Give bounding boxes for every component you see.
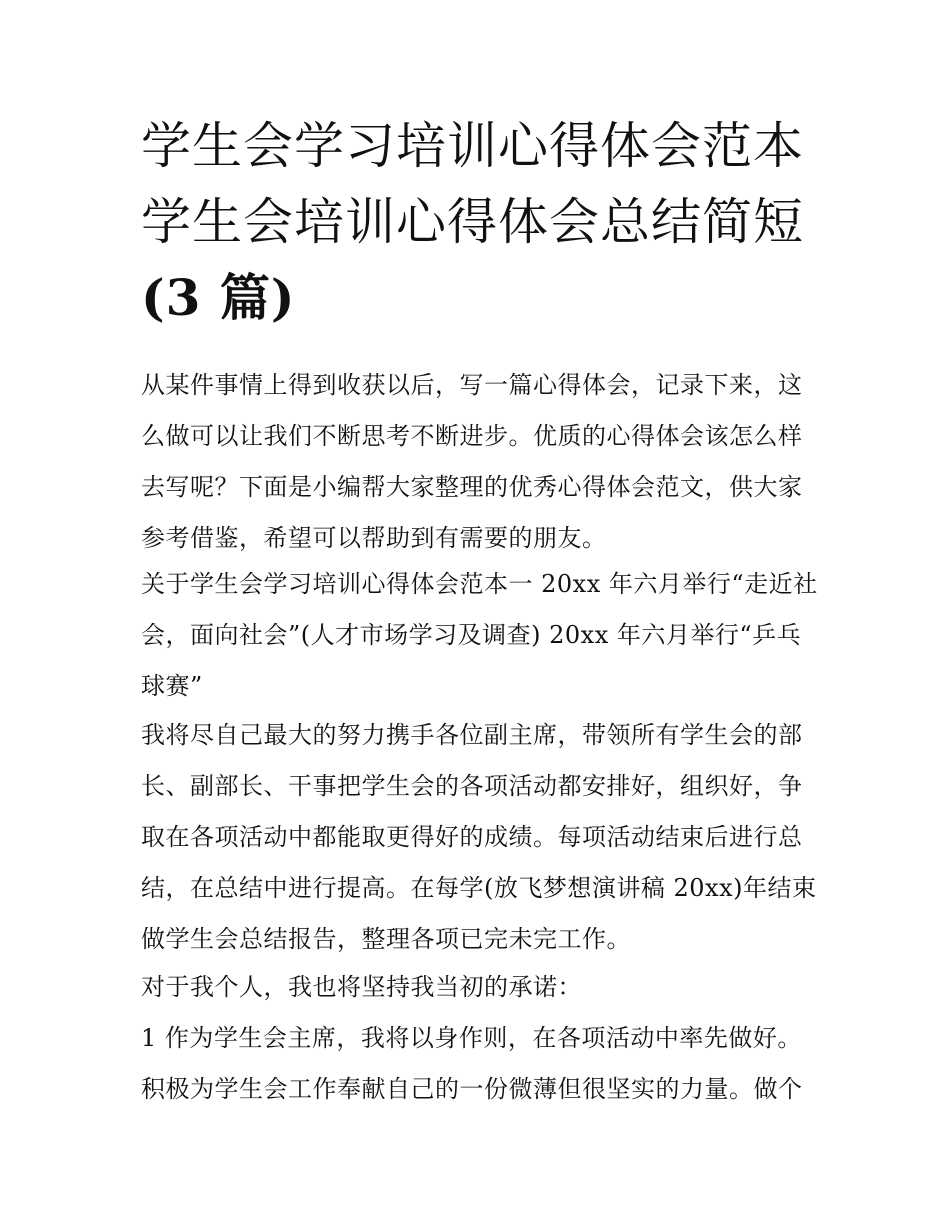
- text-line: 做学生会总结报告，整理各项已完未完工作。: [141, 925, 631, 953]
- text-line: 长、副部长、干事把学生会的各项活动都安排好，组织好，争: [141, 772, 803, 800]
- text-line: 取在各项活动中都能取更得好的成绩。每项活动结束后进行总: [141, 823, 803, 851]
- text-line: 球赛”: [141, 672, 203, 700]
- text-line: 关于学生会学习培训心得体会范本一 20xx 年六月举行“走近社: [141, 570, 818, 598]
- intro-paragraph: [141, 360, 816, 564]
- personal-promise-paragraph: [141, 962, 816, 1013]
- document-title: [141, 108, 821, 336]
- numbered-point-paragraph: [141, 1013, 816, 1115]
- commitment-paragraph: [141, 710, 816, 965]
- text-line: 1 作为学生会主席，我将以身作则，在各项活动中率先做好。: [141, 1024, 802, 1052]
- text-line: 会，面向社会”(人才市场学习及调查) 20xx 年六月举行“乒乓: [141, 621, 802, 649]
- text-line: 么做可以让我们不断思考不断进步。优质的心得体会该怎么样: [141, 422, 803, 450]
- title-line: 学生会培训心得体会总结简短: [141, 193, 804, 251]
- text-line: 去写呢？下面是小编帮大家整理的优秀心得体会范文，供大家: [141, 473, 803, 501]
- text-line: 结，在总结中进行提高。在每学(放飞梦想演讲稿 20xx)年结束: [141, 874, 817, 902]
- text-line: 积极为学生会工作奉献自己的一份微薄但很坚实的力量。做个: [141, 1075, 803, 1103]
- text-line: 从某件事情上得到收获以后，写一篇心得体会，记录下来，这: [141, 371, 803, 399]
- text-line: 我将尽自己最大的努力携手各位副主席，带领所有学生会的部: [141, 721, 803, 749]
- title-line: (3 篇): [141, 268, 296, 327]
- text-line: 参考借鉴，希望可以帮助到有需要的朋友。: [141, 524, 607, 552]
- title-line: 学生会学习培训心得体会范本: [141, 117, 804, 175]
- sample-one-heading-paragraph: [141, 559, 816, 712]
- text-line: 对于我个人，我也将坚持我当初的承诺：: [141, 973, 582, 1001]
